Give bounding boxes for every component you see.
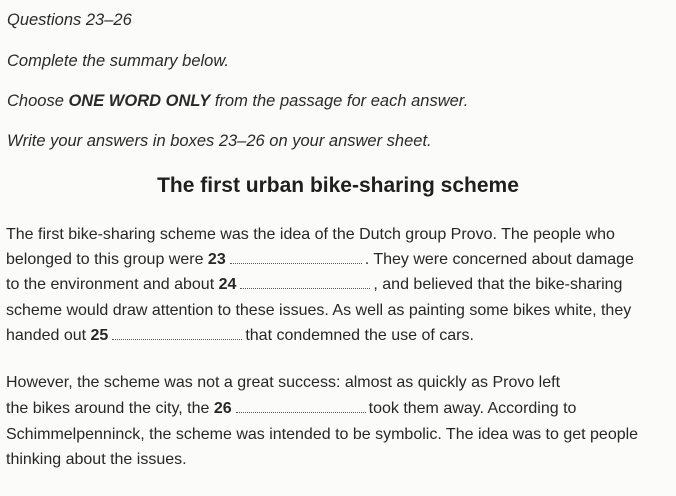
instruction-choose (7, 92, 468, 111)
answer-blank-23[interactable] (230, 251, 362, 264)
p1-line-3 (6, 276, 622, 294)
p1-line-1: The first bike-sharing scheme was the idea of the Dutch group Provo. The people who (6, 226, 615, 243)
instruction-choose-pre: Choose (7, 92, 69, 110)
answer-blank-26[interactable] (236, 400, 366, 413)
p1-line-2-tail: . They were concerned about damage (364, 251, 634, 268)
p1-line-3-text: to the environment and about (6, 276, 219, 293)
p1-line-5 (6, 327, 474, 345)
p2-line-4: thinking about the issues. (6, 451, 187, 468)
answer-blank-25[interactable] (112, 327, 242, 340)
p1-line-2 (6, 251, 634, 269)
instruction-write: Write your answers in boxes 23–26 on your answer sheet. (7, 132, 432, 150)
p1-line-5-tail: that condemned the use of cars. (245, 327, 474, 344)
p2-line-1: However, the scheme was not a great success: almost as quickly as Provo left (6, 374, 561, 391)
p2-line-2 (6, 400, 576, 418)
summary-title: The first urban bike-sharing scheme (157, 174, 519, 197)
p1-line-2-text: belonged to this group were (6, 251, 208, 268)
instruction-choose-post: from the passage for each answer. (210, 92, 469, 110)
p1-line-4: scheme would draw attention to these issues. As well as painting some bikes white, they (6, 302, 632, 319)
question-24-number: 24 (218, 276, 237, 293)
p2-line-2-tail: took them away. According to (368, 400, 577, 417)
question-23-number: 23 (207, 251, 226, 268)
question-26-number: 26 (213, 400, 232, 417)
question-25-number: 25 (90, 327, 109, 344)
p1-line-3-tail: , and believed that the bike-sharing (373, 276, 623, 293)
p2-line-3: Schimmelpenninck, the scheme was intended to be symbolic. The idea was to get people (6, 426, 639, 443)
p1-line-5-text: handed out (6, 327, 91, 344)
instruction-choose-bold: ONE WORD ONLY (68, 92, 211, 110)
instruction-complete: Complete the summary below. (7, 52, 229, 70)
answer-blank-24[interactable] (240, 276, 370, 289)
questions-heading: Questions 23–26 (7, 11, 132, 29)
p2-line-2-text: the bikes around the city, the (6, 400, 214, 417)
